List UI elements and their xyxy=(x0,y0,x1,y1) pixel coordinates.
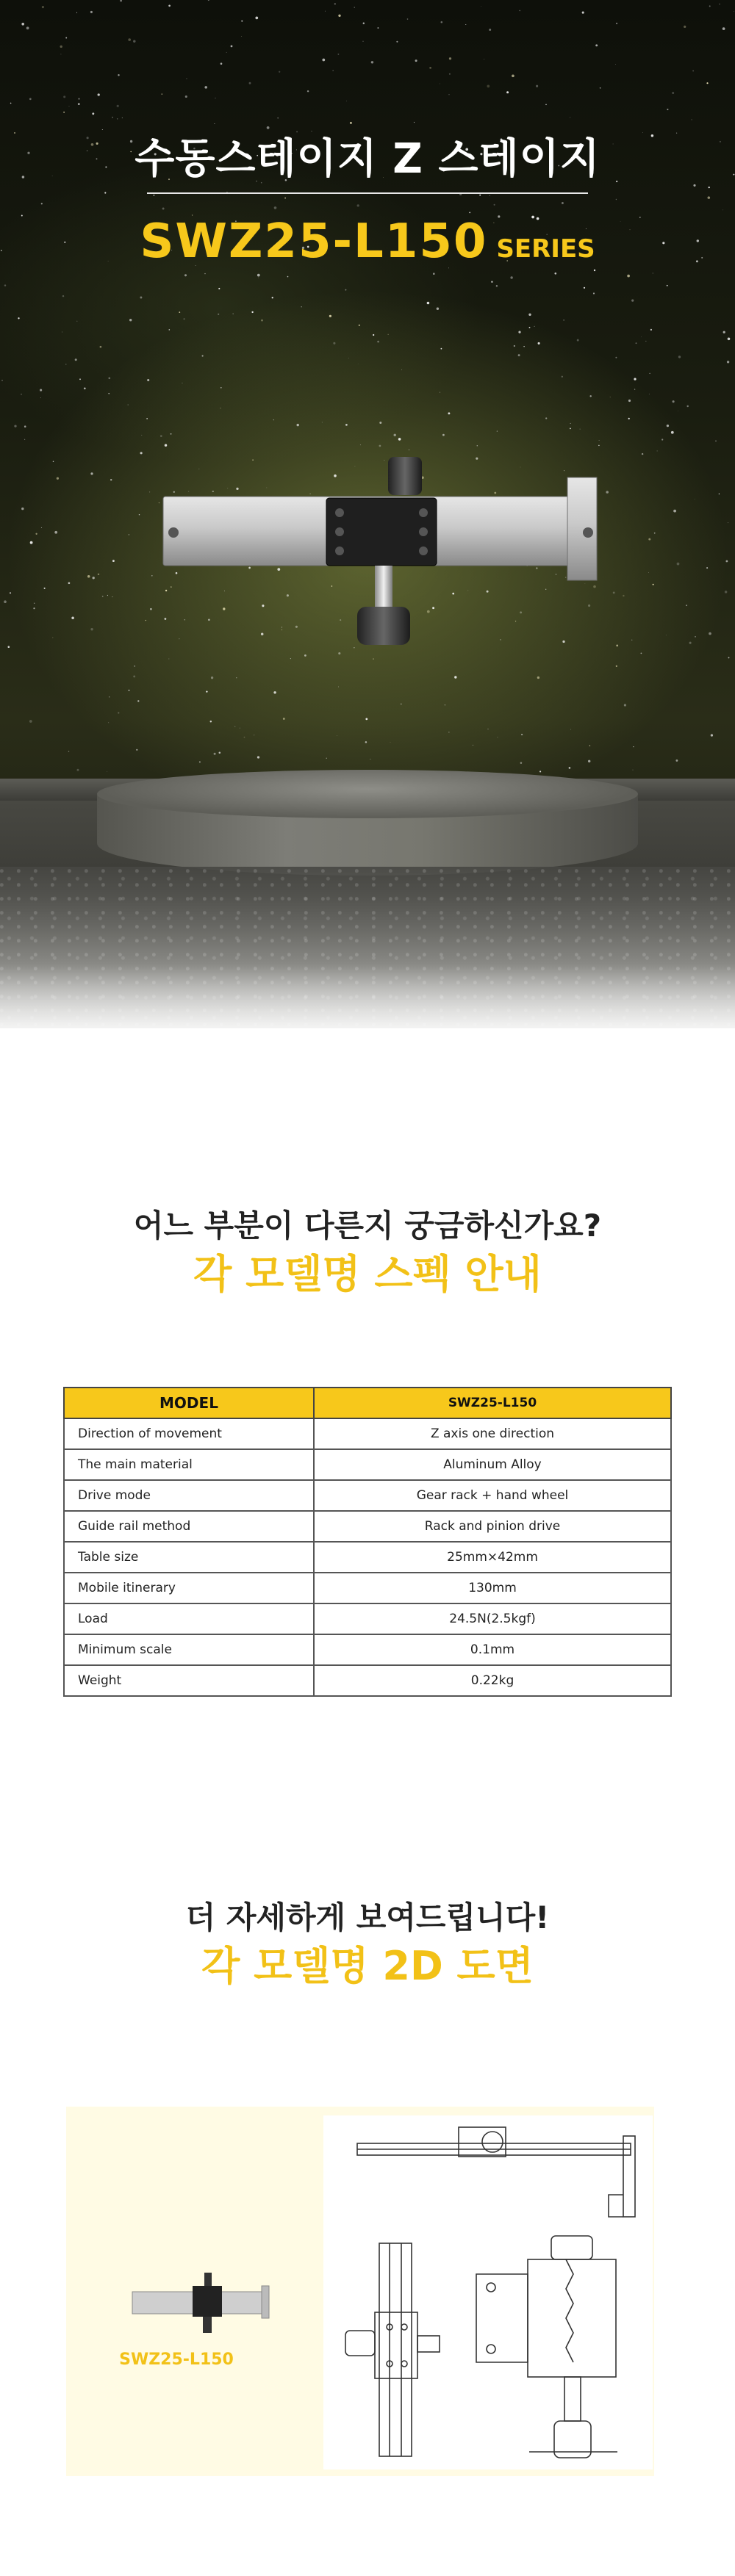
spec-value: 0.22kg xyxy=(314,1665,671,1696)
spec-key: The main material xyxy=(64,1449,314,1480)
spec-key: Direction of movement xyxy=(64,1418,314,1449)
spec-key: Guide rail method xyxy=(64,1511,314,1542)
product-thumbnail-label: SWZ25-L150 xyxy=(119,2350,234,2369)
table-row xyxy=(64,1418,671,1449)
spec-table xyxy=(63,1387,672,1697)
model-value-header: SWZ25-L150 xyxy=(314,1388,671,1418)
product-thumbnail xyxy=(132,2273,269,2333)
spec-value: Gear rack + hand wheel xyxy=(314,1480,671,1511)
model-column-header: MODEL xyxy=(64,1388,314,1418)
drawing-side-view xyxy=(345,2243,440,2456)
spec-key: Weight xyxy=(64,1665,314,1696)
spec-value: 25mm×42mm xyxy=(314,1542,671,1573)
drawing-front-view xyxy=(476,2236,617,2458)
drawing-top-view xyxy=(357,2127,635,2217)
page-title: 수동스테이지 Z 스테이지 xyxy=(135,135,600,183)
hand-wheel-icon xyxy=(357,607,410,645)
table-row xyxy=(64,1511,671,1542)
spec-heading: 각 모델명 스펙 안내 xyxy=(193,1251,542,1297)
spec-value: 24.5N(2.5kgf) xyxy=(314,1603,671,1634)
drawing-question: 더 자세하게 보여드립니다! xyxy=(185,1899,550,1935)
table-row xyxy=(64,1665,671,1696)
spec-key: Drive mode xyxy=(64,1480,314,1511)
table-row xyxy=(64,1480,671,1511)
spec-value: Z axis one direction xyxy=(314,1418,671,1449)
spec-key: Table size xyxy=(64,1542,314,1573)
table-row xyxy=(64,1634,671,1665)
rail-screw xyxy=(583,527,593,538)
table-row xyxy=(64,1603,671,1634)
spec-table-header xyxy=(64,1388,671,1418)
drive-shaft xyxy=(375,566,392,608)
drawing-illustrations xyxy=(0,2107,735,2476)
table-row xyxy=(64,1542,671,1573)
spec-value: Aluminum Alloy xyxy=(314,1449,671,1480)
spec-value: Rack and pinion drive xyxy=(314,1511,671,1542)
spec-value: 130mm xyxy=(314,1573,671,1603)
table-row xyxy=(64,1573,671,1603)
product-render xyxy=(0,0,735,1028)
model-name: SWZ25-L150 xyxy=(140,214,488,269)
rail-screw xyxy=(168,527,179,538)
series-label: SERIES xyxy=(496,234,595,264)
hero-banner xyxy=(0,0,735,1028)
spec-key: Mobile itinerary xyxy=(64,1573,314,1603)
spec-value: 0.1mm xyxy=(314,1634,671,1665)
table-row xyxy=(64,1449,671,1480)
spec-key: Load xyxy=(64,1603,314,1634)
top-knob xyxy=(388,457,422,495)
end-bracket xyxy=(567,477,597,580)
spec-key: Minimum scale xyxy=(64,1634,314,1665)
drawing-heading: 각 모델명 2D 도면 xyxy=(201,1943,534,1989)
spec-question: 어느 부분이 다른지 궁금하신가요? xyxy=(133,1208,602,1244)
